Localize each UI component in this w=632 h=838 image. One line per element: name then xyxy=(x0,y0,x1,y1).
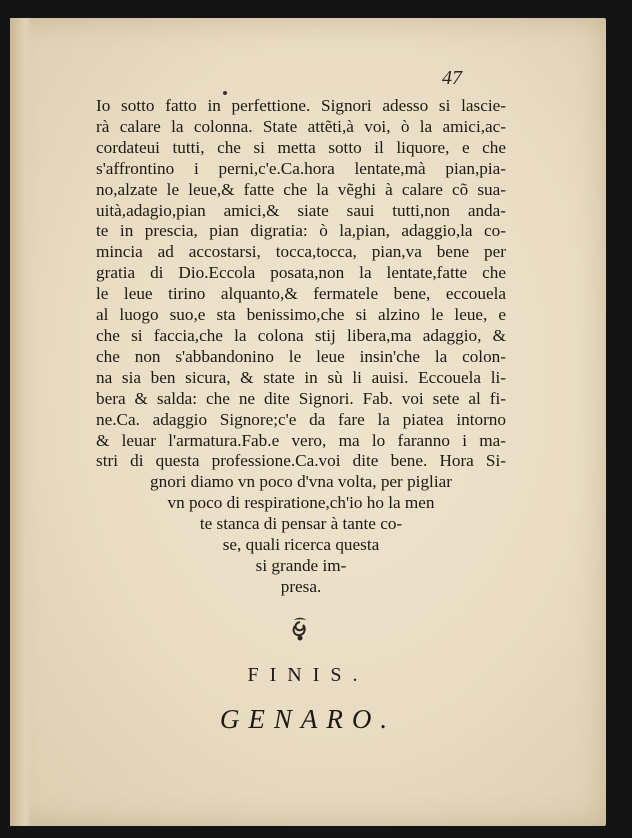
text-line: bera & salda: che ne dite Signori. Fab. voi sete al fi- xyxy=(96,388,506,408)
text-line: cordateui tutti, che si metta sotto il liquore, e che xyxy=(96,137,506,157)
body-text xyxy=(96,96,506,598)
text-line: Io sotto fatto in perfettione. Signori adesso si lascie- xyxy=(96,96,506,115)
text-line: te in prescia, pian digratia: ò la,pian, adaggio,la co- xyxy=(96,221,506,241)
text-line: mincia ad accostarsi, tocca,tocca, pian,va bene per xyxy=(96,242,506,262)
text-line: gnori diamo vn poco d'vna volta, per pigliar xyxy=(150,472,452,492)
book-page xyxy=(10,18,606,826)
text-line: ne.Ca. adaggio Signore;c'e da fare la piatea intorno xyxy=(96,409,506,429)
text-line: che si faccia,che la colona stij libera,ma adaggio, & xyxy=(96,325,506,345)
text-line: s'affrontino i perni,c'e.Ca.hora lentate,mà pian,pia- xyxy=(96,158,506,178)
page-number: 47 xyxy=(442,67,462,89)
text-line: rà calare la colonna. State attẽti,à voi, ò la amici,ac- xyxy=(96,116,506,136)
text-line: le leue tirino alquanto,& fermatele bene, eccouela xyxy=(96,284,506,304)
fleuron-ornament-icon xyxy=(285,616,315,650)
text-line: te stanca di pensar à tante co- xyxy=(199,514,403,534)
finis-heading: FINIS. xyxy=(247,664,369,686)
text-line: na sia ben sicura, & state in sù li auisi. Eccouela li- xyxy=(96,367,506,387)
ink-dot xyxy=(223,91,227,95)
fleuron-svg xyxy=(288,616,312,644)
text-line: presa. xyxy=(280,576,322,596)
text-line: si grande im- xyxy=(255,555,347,575)
text-line: che non s'abbandonino le leue insin'che la colon- xyxy=(96,346,506,366)
text-line: stri di questa professione.Ca.voi dite bene. Hora Si- xyxy=(96,451,506,471)
text-line: gratia di Dio.Eccola posata,non la lentate,fatte che xyxy=(96,263,506,283)
text-line: al luogo suo,e sta benissimo,che si alzino le leue, e xyxy=(96,305,506,325)
signature-heading: GENARO. xyxy=(219,704,397,734)
text-line: se, quali ricerca questa xyxy=(222,535,380,555)
text-line: uità,adagio,pian amici,& siate saui tutti,non anda- xyxy=(96,200,506,220)
text-line: & leuar l'armatura.Fab.e vero, ma lo faranno i ma- xyxy=(96,430,506,450)
text-line: no,alzate le leue,& fatte che la vẽghi à calare cõ sua- xyxy=(96,179,506,199)
text-line: vn poco di respiratione,ch'io ho la men xyxy=(167,493,435,513)
